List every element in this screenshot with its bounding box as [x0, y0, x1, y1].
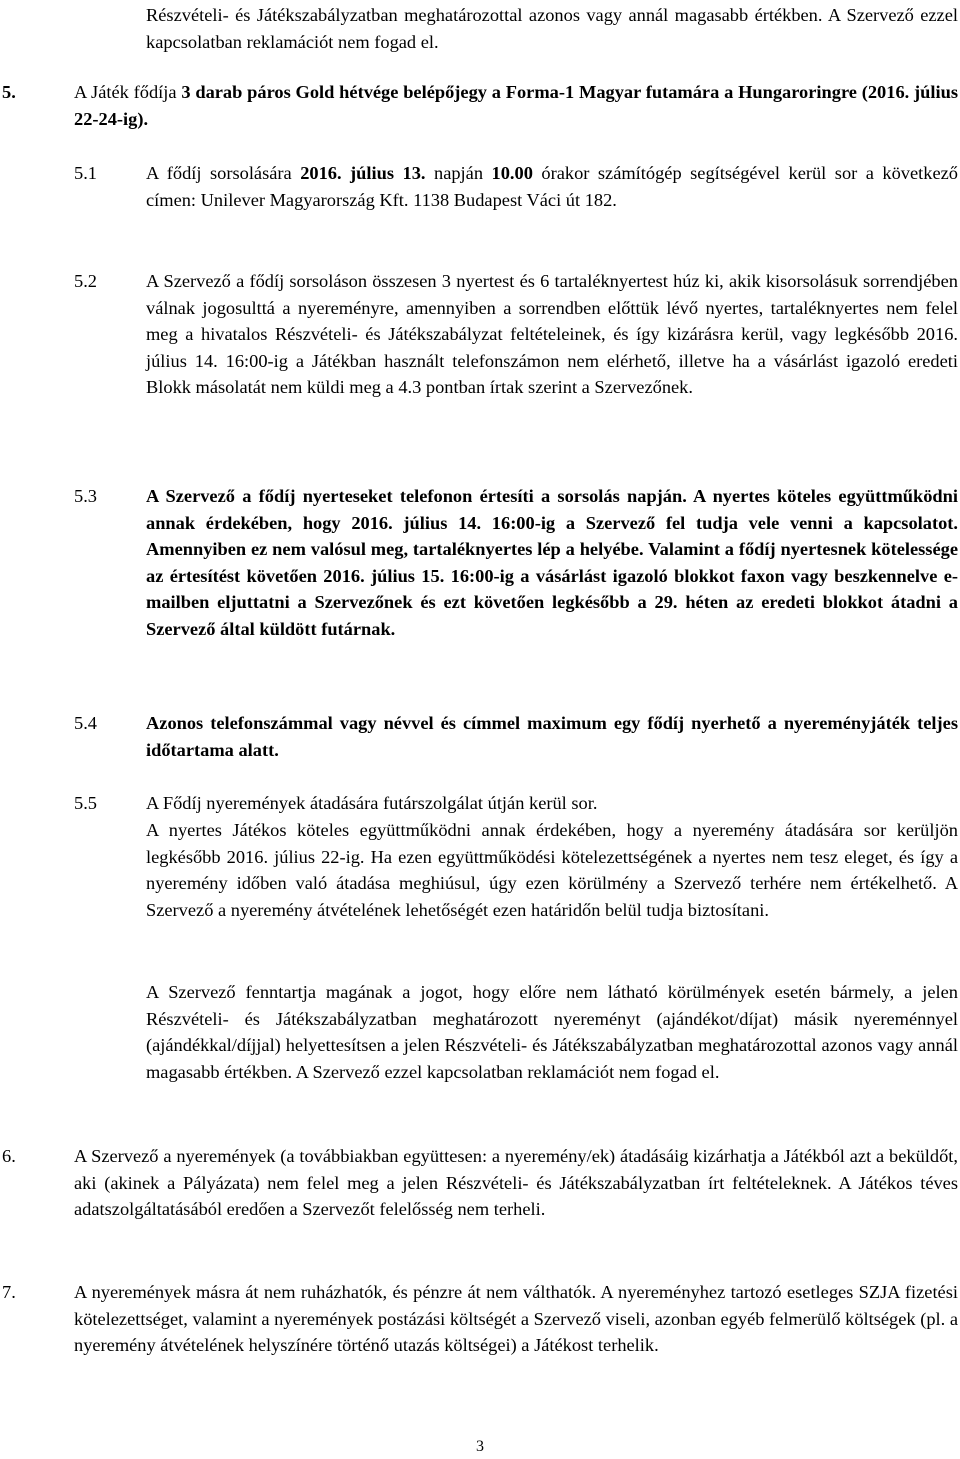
- section-5-5-first-line: [146, 790, 958, 817]
- section-6-text: A Szervező a nyeremények (a továbbiakban együttesen: a nyeremény/ek) átadásáig kizárhatja a Játékból azt a beküldőt, aki (akinek a Pályázata) nem felel meg a jelen Részvételi- és Játékszabályzatban írt feltételeknek. A Játékos téves adatszolgáltatásából eredően a Szervezőt felelősség nem terheli.: [74, 1146, 958, 1219]
- section-7-paragraph: [74, 1279, 958, 1359]
- section-5-5-number: 5.5: [74, 793, 97, 813]
- section-5-3-number: 5.3: [74, 486, 97, 506]
- section-5-5-paragraph-2: [146, 817, 958, 923]
- section-5-5-text: A Fődíj nyeremények átadására futárszolgálat útján kerül sor.: [146, 793, 598, 813]
- section-5-1-paragraph: [146, 160, 958, 213]
- page-number: 3: [476, 1438, 484, 1455]
- section-5-3-paragraph: [146, 483, 958, 642]
- section-6-number: 6.: [2, 1146, 16, 1166]
- section-5-4-text: Azonos telefonszámmal vagy névvel és címmel maximum egy fődíj nyerhető a nyereményjáték teljes időtartama alatt.: [146, 713, 958, 760]
- section-5-5-text-2: A nyertes Játékos köteles együttműködni annak érdekében, hogy a nyeremény átadására sor kerüljön legkésőbb 2016. július 22-ig. Ha ezen együttműködési kötelezettségének a nyertes nem tesz eleget, és így a nyeremény időben való átadása meghiúsul, úgy ezen körülmény a Szervező terhére nem értékelhető. A Szervező a nyeremény átvételének lehetőségét ezen határidőn belül tudja biztosítani.: [146, 820, 958, 920]
- section-5-4-paragraph: [146, 710, 958, 763]
- section-5-paragraph: [74, 79, 958, 132]
- section-5-1-text-a: A fődíj sorsolására: [146, 163, 301, 183]
- section-5-5-text-3: A Szervező fenntartja magának a jogot, hogy előre nem látható körülmények esetén bármely, a jelen Részvételi- és Játékszabályzatban meghatározott nyereményt (ajándékot/díjat) másik nyereménnyel (ajándékkal/díjjal) helyettesítsen a jelen Részvételi- és Játékszabályzatban meghatározottal azonos vagy annál magasabb értékben. A Szervező ezzel kapcsolatban reklamációt nem fogad el.: [146, 982, 958, 1082]
- section-5-2-number: 5.2: [74, 271, 97, 291]
- section-5-1-number: 5.1: [74, 163, 97, 183]
- section-7-text: A nyeremények másra át nem ruházhatók, és pénzre át nem válthatók. A nyereményhez tartozó esetleges SZJA fizetési kötelezettséget, valamint a nyeremények postázási költségét a Szervező viseli, azonban egyéb felmerülő költségek (pl. a nyeremény átvételének helyszínére történő utazás költségei) a Játékost terhelik.: [74, 1282, 958, 1355]
- section-5-1-text-e: órakor számítógép segítségével kerül sor a következő címen: Unilever Magyarország Kft. 1138 Budapest Váci út 182.: [146, 163, 958, 210]
- section-5-1-text-c: napján: [425, 163, 492, 183]
- section-7-number: 7.: [2, 1282, 16, 1302]
- intro-paragraph: [146, 2, 958, 55]
- section-5-text-a: A Játék fődíja: [74, 82, 182, 102]
- section-5-number: 5.: [2, 82, 16, 102]
- intro-text: Részvételi- és Játékszabályzatban meghatározottal azonos vagy annál magasabb értékben. A Szervező ezzel kapcsolatban reklamációt nem fogad el.: [146, 5, 958, 52]
- section-5-1-time: 10.00: [491, 163, 533, 183]
- section-6-paragraph: [74, 1143, 958, 1223]
- section-5-2-paragraph: [146, 268, 958, 401]
- section-5-3-text: A Szervező a fődíj nyerteseket telefonon értesíti a sorsolás napján. A nyertes köteles együttműködni annak érdekében, hogy 2016. július 14. 16:00-ig a Szervező fel tudja vele venni a kapcsolatot. Amennyiben ez nem valósul meg, tartaléknyertes lép a helyébe. Valamint a fődíj nyertesnek kötelessége az értesítést követően 2016. július 15. 16:00-ig a vásárlást igazoló blokkot faxon vagy beszkennelve e-mailben eljuttatni a Szervezőnek és ezt követően legkésőbb a 29. héten az eredeti blokkot átadni a Szervező által küldött futárnak.: [146, 486, 958, 639]
- section-5-4-number: 5.4: [74, 713, 97, 733]
- section-5-2-text: A Szervező a fődíj sorsoláson összesen 3 nyertest és 6 tartaléknyertest húz ki, akik kisorsolásuk sorrendjében válnak jogosulttá a nyereményre, amennyiben a sorrendben előttük lévő nyertes, tartaléknyertes nem felel meg a hivatalos Részvételi- és Játékszabályzat feltételeinek, és így kizárásra kerül, vagy legkésőbb 2016. július 14. 16:00-ig a Játékban használt telefonszámon nem elérhető, illetve ha a vásárlást igazoló eredeti Blokk másolatát nem küldi meg a 4.3 pontban írtak szerint a Szervezőnek.: [146, 271, 958, 397]
- section-5-text-b: 3 darab páros Gold hétvége belépőjegy a Forma-1 Magyar futamára a Hungaroringre (2016. július 22-24-ig).: [74, 82, 958, 129]
- section-5-1-date: 2016. július 13.: [300, 163, 426, 183]
- section-5-5-paragraph-3: [146, 979, 958, 1085]
